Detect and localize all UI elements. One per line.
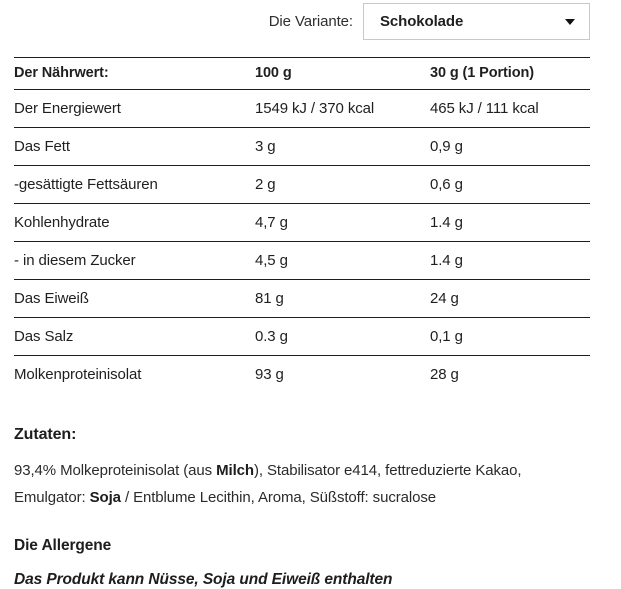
row-per-100g: 0.3 g	[255, 318, 430, 356]
nutrition-table	[14, 57, 590, 393]
row-per-portion: 0,1 g	[430, 318, 590, 356]
row-label: Das Eiweiß	[14, 280, 255, 318]
table-row	[14, 356, 590, 394]
ingredients-segment: / Entblume Lecithin, Aroma, Süßstoff: sucralose	[120, 489, 436, 506]
table-row	[14, 90, 590, 128]
table-row	[14, 166, 590, 204]
row-label: Der Energiewert	[14, 90, 255, 128]
table-row	[14, 280, 590, 318]
table-row	[14, 204, 590, 242]
ingredients-segment-soja: Soja	[89, 489, 121, 506]
ingredients-heading: Zutaten:	[14, 426, 77, 443]
row-per-portion: 1.4 g	[430, 242, 590, 280]
row-label: Das Salz	[14, 318, 255, 356]
table-row	[14, 242, 590, 280]
row-per-portion: 0,9 g	[430, 128, 590, 166]
allergens-text: Das Produkt kann Nüsse, Soja und Eiweiß enthalten	[14, 571, 393, 588]
row-per-portion: 1.4 g	[430, 204, 590, 242]
row-per-portion: 465 kJ / 111 kcal	[430, 90, 590, 128]
chevron-down-icon	[565, 19, 575, 25]
row-per-100g: 81 g	[255, 280, 430, 318]
variant-selector-row	[14, 3, 590, 40]
ingredients-segment: ), Stabilisator e414, fettreduzierte Kakao, Emulgator:	[14, 462, 522, 506]
table-header-row	[14, 58, 590, 90]
allergens-heading: Die Allergene	[14, 537, 112, 554]
row-per-portion: 0,6 g	[430, 166, 590, 204]
row-per-100g: 93 g	[255, 366, 284, 383]
row-per-100g: 2 g	[255, 166, 430, 204]
table-row	[14, 318, 590, 356]
row-per-portion: 28 g	[430, 366, 459, 383]
ingredients-segment: 93,4% Molkeproteinisolat (aus	[14, 462, 217, 479]
ingredients-segment-milch: Milch	[216, 462, 254, 479]
row-per-100g: 1549 kJ / 370 kcal	[255, 90, 430, 128]
row-label: -gesättigte Fettsäuren	[14, 166, 255, 204]
variant-select[interactable]	[363, 3, 590, 40]
row-per-100g: 3 g	[255, 128, 430, 166]
row-per-portion: 24 g	[430, 280, 590, 318]
variant-select-value: Schokolade	[380, 13, 464, 30]
row-label: Molkenproteinisolat	[14, 366, 142, 383]
ingredients-text	[14, 457, 590, 511]
header-nutrient: Der Nährwert:	[14, 58, 255, 90]
header-per-100g: 100 g	[255, 58, 430, 90]
row-per-100g: 4,7 g	[255, 204, 430, 242]
table-row	[14, 128, 590, 166]
row-label: - in diesem Zucker	[14, 242, 255, 280]
row-label: Das Fett	[14, 128, 255, 166]
header-per-portion: 30 g (1 Portion)	[430, 58, 590, 90]
row-label: Kohlenhydrate	[14, 204, 255, 242]
variant-label: Die Variante:	[268, 13, 353, 30]
row-per-100g: 4,5 g	[255, 242, 430, 280]
